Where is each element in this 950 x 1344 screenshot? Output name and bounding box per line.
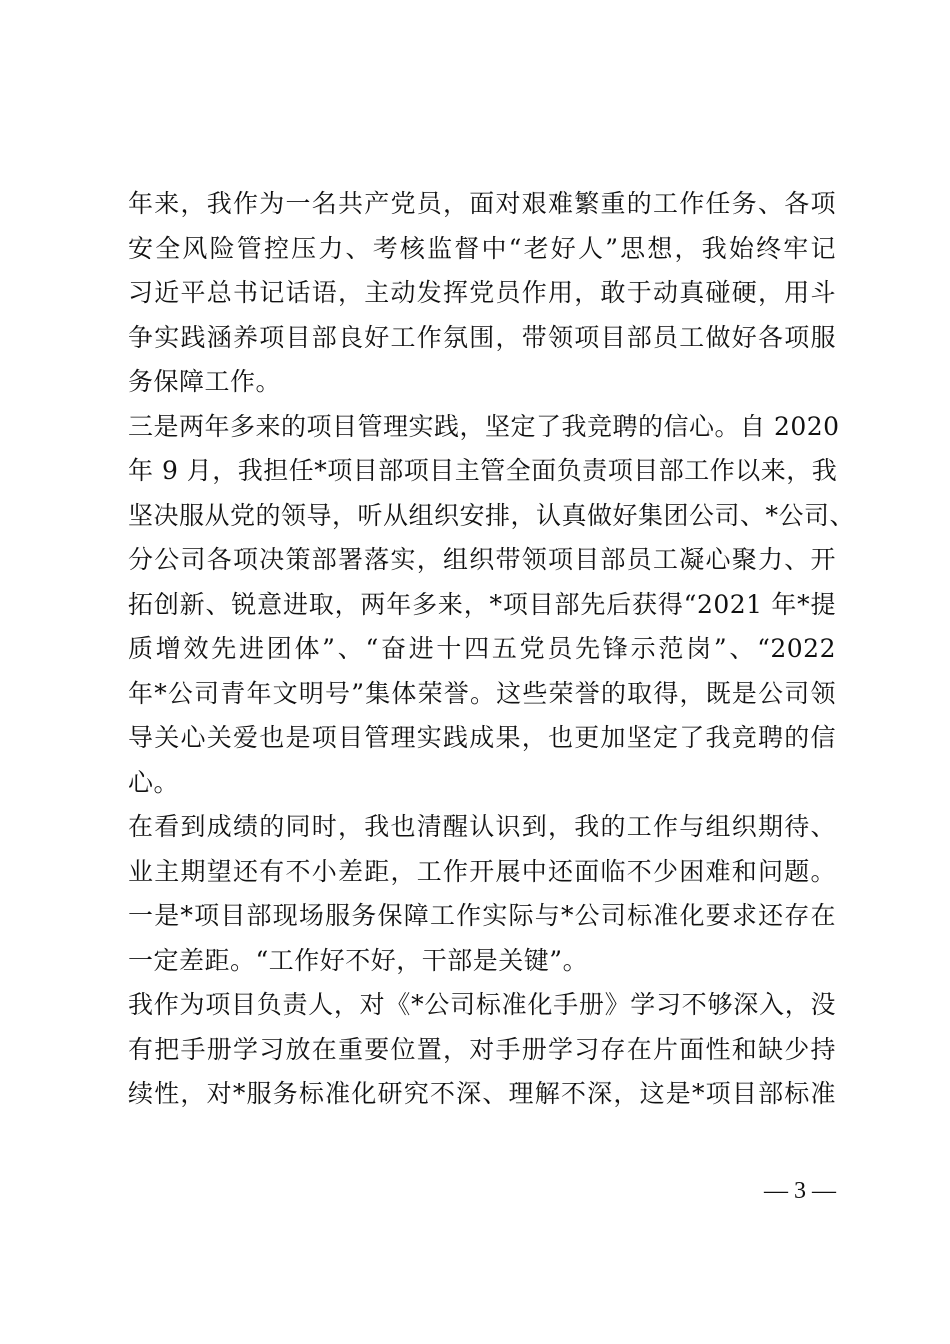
text-line: 分公司各项决策部署落实，组织带领项目部员工凝心聚力、开 bbox=[128, 545, 836, 574]
page-number: — 3 — bbox=[764, 1178, 836, 1204]
text-line: 务保障工作。 bbox=[128, 367, 282, 396]
text-line: 拓创新、锐意进取，两年多来，*项目部先后获得“2021 年*提 bbox=[128, 589, 836, 619]
body-text bbox=[128, 182, 856, 1117]
text-line: 在看到成绩的同时，我也清醒认识到，我的工作与组织期待、 bbox=[128, 812, 836, 841]
text-line: 习近平总书记话语，主动发挥党员作用，敢于动真碰硬，用斗 bbox=[128, 278, 836, 307]
text-line: 年 9 月，我担任*项目部项目主管全面负责项目部工作以来，我 bbox=[128, 456, 838, 485]
text-line: 导关心关爱也是项目管理实践成果，也更加坚定了我竞聘的信 bbox=[128, 723, 836, 752]
text-line: 年来，我作为一名共产党员，面对艰难繁重的工作任务、各项 bbox=[128, 189, 836, 218]
text-line: 我作为项目负责人，对《*公司标准化手册》学习不够深入，没 bbox=[128, 990, 836, 1019]
text-line: 一定差距。“工作好不好，干部是关键”。 bbox=[128, 945, 589, 975]
text-line: 质增效先进团体”、“奋进十四五党员先锋示范岗”、“2022 bbox=[128, 634, 836, 663]
text-line: 年*公司青年文明号”集体荣誉。这些荣誉的取得，既是公司领 bbox=[128, 678, 836, 708]
text-line: 坚决服从党的领导，听从组织安排，认真做好集团公司、*公司、 bbox=[128, 500, 856, 530]
text-line: 一是*项目部现场服务保障工作实际与*公司标准化要求还存在 bbox=[128, 901, 836, 930]
text-line: 有把手册学习放在重要位置，对手册学习存在片面性和缺少持 bbox=[128, 1034, 836, 1064]
text-line: 安全风险管控压力、考核监督中“老好人”思想，我始终牢记 bbox=[128, 233, 836, 263]
text-line: 续性，对*服务标准化研究不深、理解不深，这是*项目部标准 bbox=[128, 1079, 836, 1108]
text-line: 心。 bbox=[128, 767, 180, 797]
text-line: 争实践涵养项目部良好工作氛围，带领项目部员工做好各项服 bbox=[128, 322, 836, 352]
text-line: 三是两年多来的项目管理实践，坚定了我竞聘的信心。自 2020 bbox=[128, 411, 840, 441]
text-line: 业主期望还有不小差距，工作开展中还面临不少困难和问题。 bbox=[128, 856, 836, 886]
